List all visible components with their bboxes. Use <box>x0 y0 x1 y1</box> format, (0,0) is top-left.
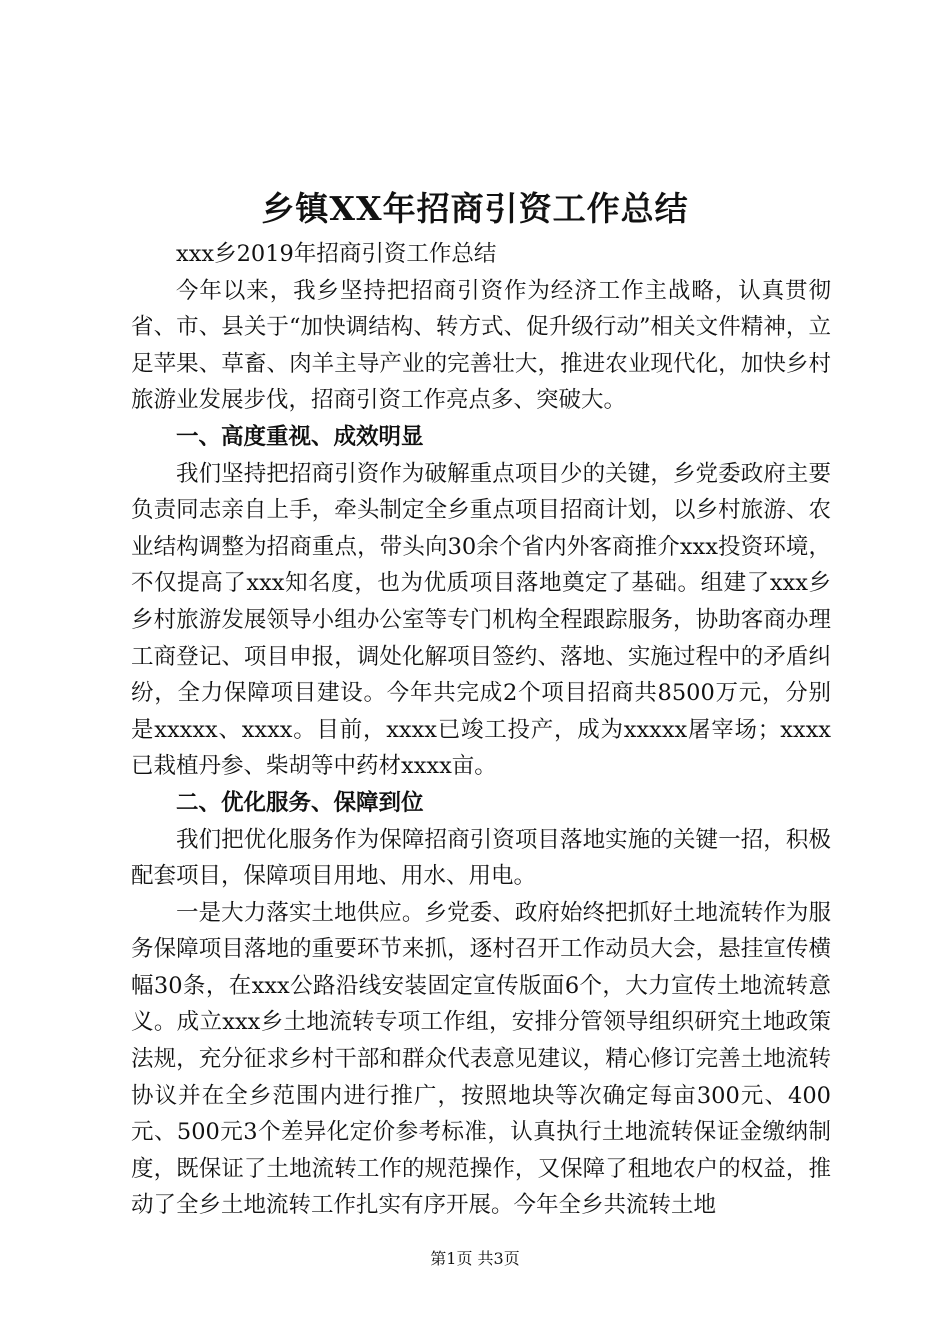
section-heading-2: 二、优化服务、保障到位 <box>176 789 424 816</box>
intro-paragraph: 今年以来，我乡坚持把招商引资作为经济工作主战略，认真贯彻省、市、县关于“加快调结构、转方式、促升级行动”相关文件精神，立足苹果、草畜、肉羊主导产业的完善壮大，推进农业现代化，加快乡村旅游业发展步伐，招商引资工作亮点多、突破大。 <box>131 277 831 414</box>
page-footer <box>0 1248 950 1270</box>
document-title: 乡镇XX年招商引资工作总结 <box>261 189 689 228</box>
section-2-paragraph-1: 我们把优化服务作为保障招商引资项目落地实施的关键一招，积极配套项目，保障项目用地、用水、用电。 <box>131 826 831 890</box>
section-1-paragraph: 我们坚持把招商引资作为破解重点项目少的关键，乡党委政府主要负责同志亲自上手，牵头制定全乡重点项目招商计划，以乡村旅游、农业结构调整为招商重点，带头向30余个省内外客商推介xxx投资环境，不仅提高了xxx知名度，也为优质项目落地奠定了基础。组建了xxx乡乡村旅游发展领导小组办公室等专门机构全程跟踪服务，协助客商办理工商登记、项目申报，调处化解项目签约、落地、实施过程中的矛盾纠纷，全力保障项目建设。今年共完成2个项目招商共8500万元，分别是xxxxx、xxxx。目前，xxxx已竣工投产，成为xxxxx屠宰场；xxxx已栽植丹参、柴胡等中药材xxxx亩。 <box>131 460 831 780</box>
section-heading-1: 一、高度重视、成效明显 <box>176 423 424 450</box>
section-2-paragraph-2: 一是大力落实土地供应。乡党委、政府始终把抓好土地流转作为服务保障项目落地的重要环节来抓，逐村召开工作动员大会，悬挂宣传横幅30条，在xxx公路沿线安装固定宣传版面6个，大力宣传土地流转意义。成立xxx乡土地流转专项工作组，安排分管领导组织研究土地政策法规，充分征求乡村干部和群众代表意见建议，精心修订完善土地流转协议并在全乡范围内进行推广，按照地块等次确定每亩300元、400元、500元3个差异化定价参考标准，认真执行土地流转保证金缴纳制度，既保证了土地流转工作的规范操作，又保障了租地农户的权益，推动了全乡土地流转工作扎实有序开展。今年全乡共流转土地 <box>131 899 831 1219</box>
document-body <box>131 236 831 1224</box>
document-subtitle: xxx乡2019年招商引资工作总结 <box>176 241 497 267</box>
page-indicator: 第1页 共3页 <box>430 1249 520 1268</box>
